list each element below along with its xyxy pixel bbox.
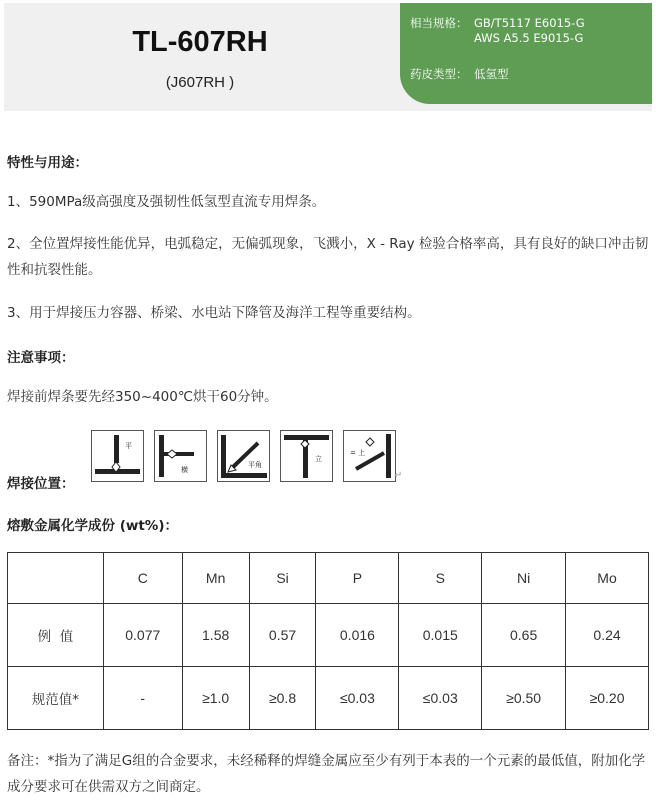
position-text-3: 平角 xyxy=(248,461,262,469)
standard-value-aws: AWS A5.5 E9015-G xyxy=(474,31,584,45)
standard-row xyxy=(410,16,585,46)
horizontal-position-icon xyxy=(154,430,207,482)
table-row xyxy=(8,667,649,730)
standard-label: 相当规格： xyxy=(410,16,468,30)
coating-label: 药皮类型： xyxy=(410,67,468,81)
table-cell: 0.57 xyxy=(249,604,316,667)
paragraph-return-icon: ↵ xyxy=(394,470,403,481)
overhead-position-icon xyxy=(343,430,396,482)
svg-text:= 上: = 上 xyxy=(350,449,366,457)
header-cell-p: P xyxy=(316,553,399,604)
product-name: TL-607RH xyxy=(132,26,268,58)
composition-table xyxy=(7,552,649,730)
notes-title: 注意事项： xyxy=(7,350,75,366)
table-cell: 0.24 xyxy=(566,604,649,667)
table-header-row xyxy=(8,553,649,604)
header-cell-ni: Ni xyxy=(482,553,566,604)
table-cell: 0.65 xyxy=(482,604,566,667)
standard-value-gb: GB/T5117 E6015-G xyxy=(474,16,585,30)
header-cell-s: S xyxy=(399,553,482,604)
table-cell: 1.58 xyxy=(182,604,249,667)
position-text-1: 平 xyxy=(125,442,132,450)
table-cell: 0.016 xyxy=(316,604,399,667)
header-cell-mo: Mo xyxy=(566,553,649,604)
fillet-position-icon xyxy=(217,430,270,482)
footnote: 备注：*指为了满足G组的合金要求，未经稀释的焊缝金属应至少有列于本表的一个元素的最低值，附加化学成分要求可在供需双方之间商定。 xyxy=(7,753,646,795)
table-cell: ≥0.8 xyxy=(249,667,316,730)
flat-position-icon xyxy=(91,430,144,482)
composition-title: 熔敷金属化学成份 (wt%)： xyxy=(7,518,178,534)
notes-text: 焊接前焊条要先经350~400℃烘干60分钟。 xyxy=(7,389,278,405)
row-label: 规范值* xyxy=(8,667,104,730)
table-cell: 0.015 xyxy=(399,604,482,667)
header-cell-si: Si xyxy=(249,553,316,604)
product-alt-name: (J607RH ) xyxy=(165,74,235,91)
table-cell: 0.077 xyxy=(103,604,182,667)
features-title: 特性与用途： xyxy=(7,155,88,171)
feature-item-2: 2、全位置焊接性能优异，电弧稳定，无偏弧现象，飞溅小，X - Ray 检验合格率高，具有良好的缺口冲击韧性和抗裂性能。 xyxy=(7,236,649,278)
table-row xyxy=(8,604,649,667)
spec-panel xyxy=(400,3,652,104)
table-cell: ≥1.0 xyxy=(182,667,249,730)
table-cell: ≤0.03 xyxy=(399,667,482,730)
header-cell-mn: Mn xyxy=(182,553,249,604)
header-cell-c: C xyxy=(103,553,182,604)
vertical-position-icon xyxy=(280,430,333,482)
header-cell xyxy=(8,553,104,604)
position-text-4: 立 xyxy=(315,455,322,463)
table-cell: ≥0.50 xyxy=(482,667,566,730)
table-cell: ≤0.03 xyxy=(316,667,399,730)
row-label: 例 值 xyxy=(8,604,104,667)
welding-position-label: 焊接位置： xyxy=(7,476,75,492)
coating-value: 低氢型 xyxy=(474,67,509,81)
feature-item-1: 1、590MPa级高强度及强韧性低氢型直流专用焊条。 xyxy=(7,194,326,210)
position-text-5: 上 xyxy=(358,449,366,457)
position-text-2: 横 xyxy=(181,466,188,474)
feature-item-3: 3、用于焊接压力容器、桥梁、水电站下降管及海洋工程等重要结构。 xyxy=(7,305,421,321)
table-cell: - xyxy=(103,667,182,730)
table-cell: ≥0.20 xyxy=(566,667,649,730)
coating-row xyxy=(410,67,509,82)
